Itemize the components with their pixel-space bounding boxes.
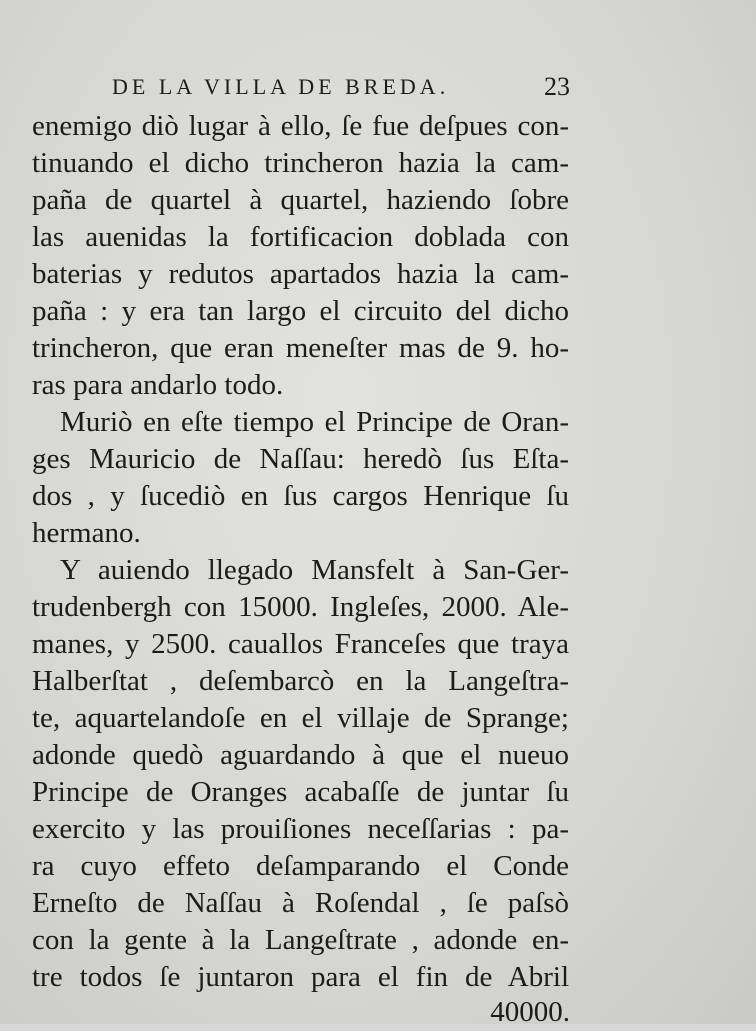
- text-line: Halberſtat , deſembarcò en la Langeſtra-: [32, 665, 569, 697]
- text-line: baterias y redutos apartados hazia la cam-: [32, 258, 569, 290]
- text-line: manes, y 2500. cauallos Franceſes que traya: [32, 628, 569, 660]
- text-line: ra cuyo effeto deſamparando el Conde: [32, 850, 569, 882]
- paragraph-start-line: Muriò en eſte tiempo el Principe de Oran-: [60, 406, 569, 438]
- text-line: con la gente à la Langeſtrate , adonde en-: [32, 924, 569, 956]
- text-line: tre todos ſe juntaron para el fin de Abril: [32, 961, 569, 993]
- paragraph-start-line: Y auiendo llegado Mansfelt à San-Ger-: [60, 554, 569, 586]
- text-line: las auenidas la fortificacion doblada con: [32, 221, 569, 253]
- catchword: 40000.: [490, 996, 570, 1028]
- text-line: paña : y era tan largo el circuito del dicho: [32, 295, 569, 327]
- text-line: te, aquartelandoſe en el villaje de Sprange;: [32, 702, 569, 734]
- running-title: DE LA VILLA DE BREDA.: [112, 74, 450, 99]
- text-line: ges Mauricio de Naſſau: heredò ſus Eſta-: [32, 443, 569, 475]
- text-line: trincheron, que eran meneſter mas de 9. ho-: [32, 332, 569, 364]
- text-line: Erneſto de Naſſau à Roſendal , ſe paſsò: [32, 887, 569, 919]
- text-line: dos , y ſucediò en ſus cargos Henrique ſu: [32, 480, 569, 512]
- text-line: Principe de Oranges acabaſſe de juntar ſu: [32, 776, 569, 808]
- text-line: enemigo diò lugar à ello, ſe fue deſpues con-: [32, 110, 569, 142]
- text-line: hermano.: [32, 517, 141, 549]
- text-line: ras para andarlo todo.: [32, 369, 284, 401]
- text-line: exercito y las prouiſiones neceſſarias : pa-: [32, 813, 569, 845]
- text-line: adonde quedò aguardando à que el nueuo: [32, 739, 569, 771]
- text-line: paña de quartel à quartel, haziendo ſobre: [32, 184, 569, 216]
- text-line: trudenbergh con 15000. Ingleſes, 2000. Ale-: [32, 591, 569, 623]
- text-line: tinuando el dicho trincheron hazia la cam-: [32, 147, 569, 179]
- running-header: [112, 74, 574, 110]
- page-number: 23: [544, 72, 570, 101]
